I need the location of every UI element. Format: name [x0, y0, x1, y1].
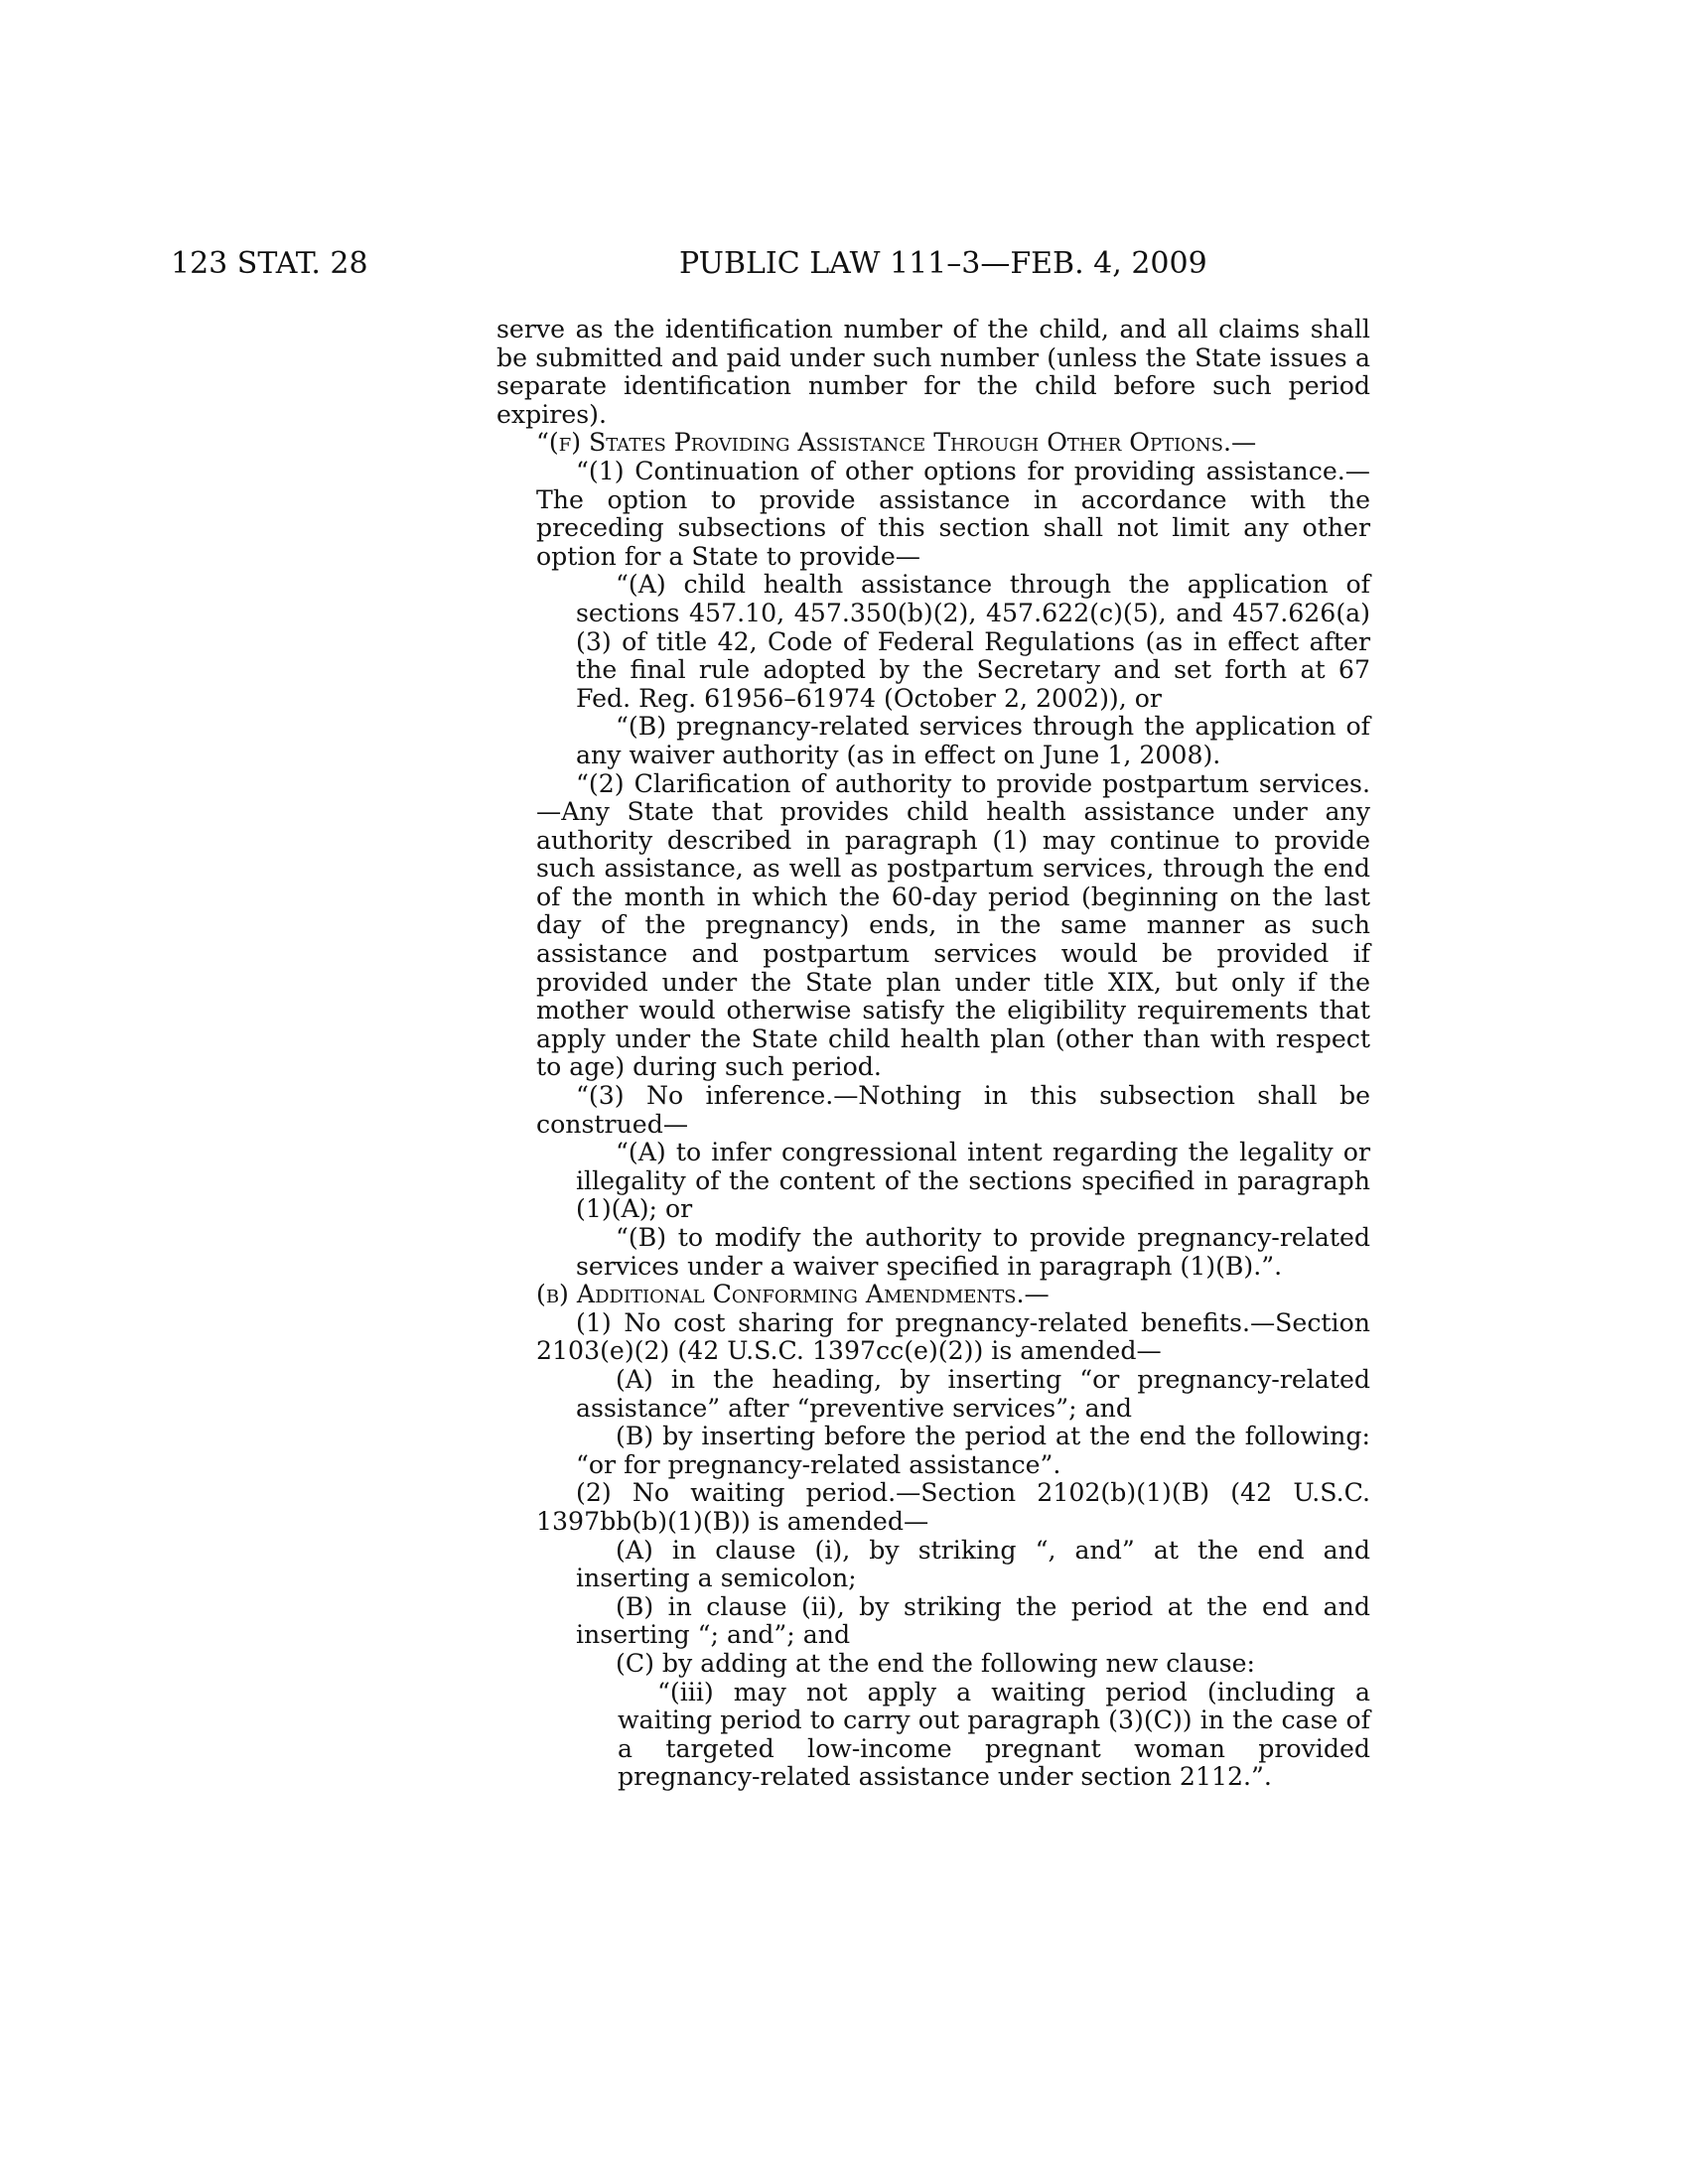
subparagraph-b-2-a: (A) in clause (i), by striking “, and” at the end and inserting a semicolon; — [576, 1535, 1370, 1593]
paragraph-f-3: “(3) No inference.—Nothing in this subsection shall be construed— — [536, 1081, 1370, 1139]
subparagraph-b-1-b: (B) by inserting before the period at the end the following: “or for pregnancy-related assistance”. — [576, 1422, 1370, 1479]
running-head-law-title: PUBLIC LAW 111–3—FEB. 4, 2009 — [679, 246, 1207, 281]
subsection-b-heading: (b) Additional Conforming Amendments.— — [536, 1280, 1050, 1309]
subparagraph-f-3-a: “(A) to infer congressional intent regarding the legality or illegality of the content of the sections specified in paragraph (1)(A); or — [576, 1138, 1370, 1224]
subparagraph-b-2-b: (B) in clause (ii), by striking the period at the end and inserting “; and”; and — [576, 1591, 1370, 1650]
page-header — [0, 246, 1688, 286]
clause-iii: “(iii) may not apply a waiting period (including a waiting period to carry out paragraph (3)(C)) in the case of a targeted low-income pregnant woman provided pregnancy-related assistance under section 2112.”. — [618, 1677, 1370, 1792]
subparagraph-f-1-b: “(B) pregnancy-related services through the application of any waiver authority (as in effect on June 1, 2008). — [576, 712, 1370, 769]
subparagraph-b-2-c: (C) by adding at the end the following new clause: — [616, 1648, 1256, 1678]
subparagraph-b-1-a: (A) in the heading, by inserting “or pregnancy-related assistance” after “preventive services”; and — [576, 1364, 1370, 1423]
document-body — [496, 316, 1370, 1792]
paragraph-b-2: (2) No waiting period.—Section 2102(b)(1)(B) (42 U.S.C. 1397bb(b)(1)(B)) is amended— — [536, 1478, 1370, 1536]
subparagraph-f-3-b: “(B) to modify the authority to provide pregnancy-related services under a waiver specified in paragraph (1)(B).”. — [576, 1223, 1370, 1281]
paragraph-continuation: serve as the identification number of the child, and all claims shall be submitted and paid under such number (unless the State issues a separate identification number for the child before such period expires). — [496, 315, 1370, 429]
subparagraph-f-1-a: “(A) child health assistance through the application of sections 457.10, 457.350(b)(2), 457.622(c)(5), and 457.626(a)(3) of title 42, Code of Federal Regulations (as in effect after the final rule adopted by the Secretary and set forth at 67 Fed. Reg. 61956–61974 (October 2, 2002)), or — [576, 570, 1370, 713]
subsection-f-heading: “(f) States Providing Assistance Through Other Options.— — [536, 428, 1257, 458]
statute-page-number: 123 STAT. 28 — [171, 246, 368, 281]
paragraph-f-2: “(2) Clarification of authority to provide postpartum services.—Any State that provides child health assistance under any authority described in paragraph (1) may continue to provide such assistance, as well as postpartum services, through the end of the month in which the 60-day period (beginning on the last day of the pregnancy) ends, in the same manner as such assistance and postpartum services would be provided if provided under the State plan under title XIX, but only if the mother would otherwise satisfy the eligibility requirements that apply under the State child health plan (other than with respect to age) during such period. — [536, 768, 1370, 1082]
paragraph-b-1: (1) No cost sharing for pregnancy-related benefits.—Section 2103(e)(2) (42 U.S.C. 1397cc(e)(2)) is amended— — [536, 1307, 1370, 1366]
paragraph-f-1: “(1) Continuation of other options for providing assistance.—The option to provide assistance in accordance with the preceding subsections of this section shall not limit any other option for a State to provide— — [536, 456, 1370, 571]
